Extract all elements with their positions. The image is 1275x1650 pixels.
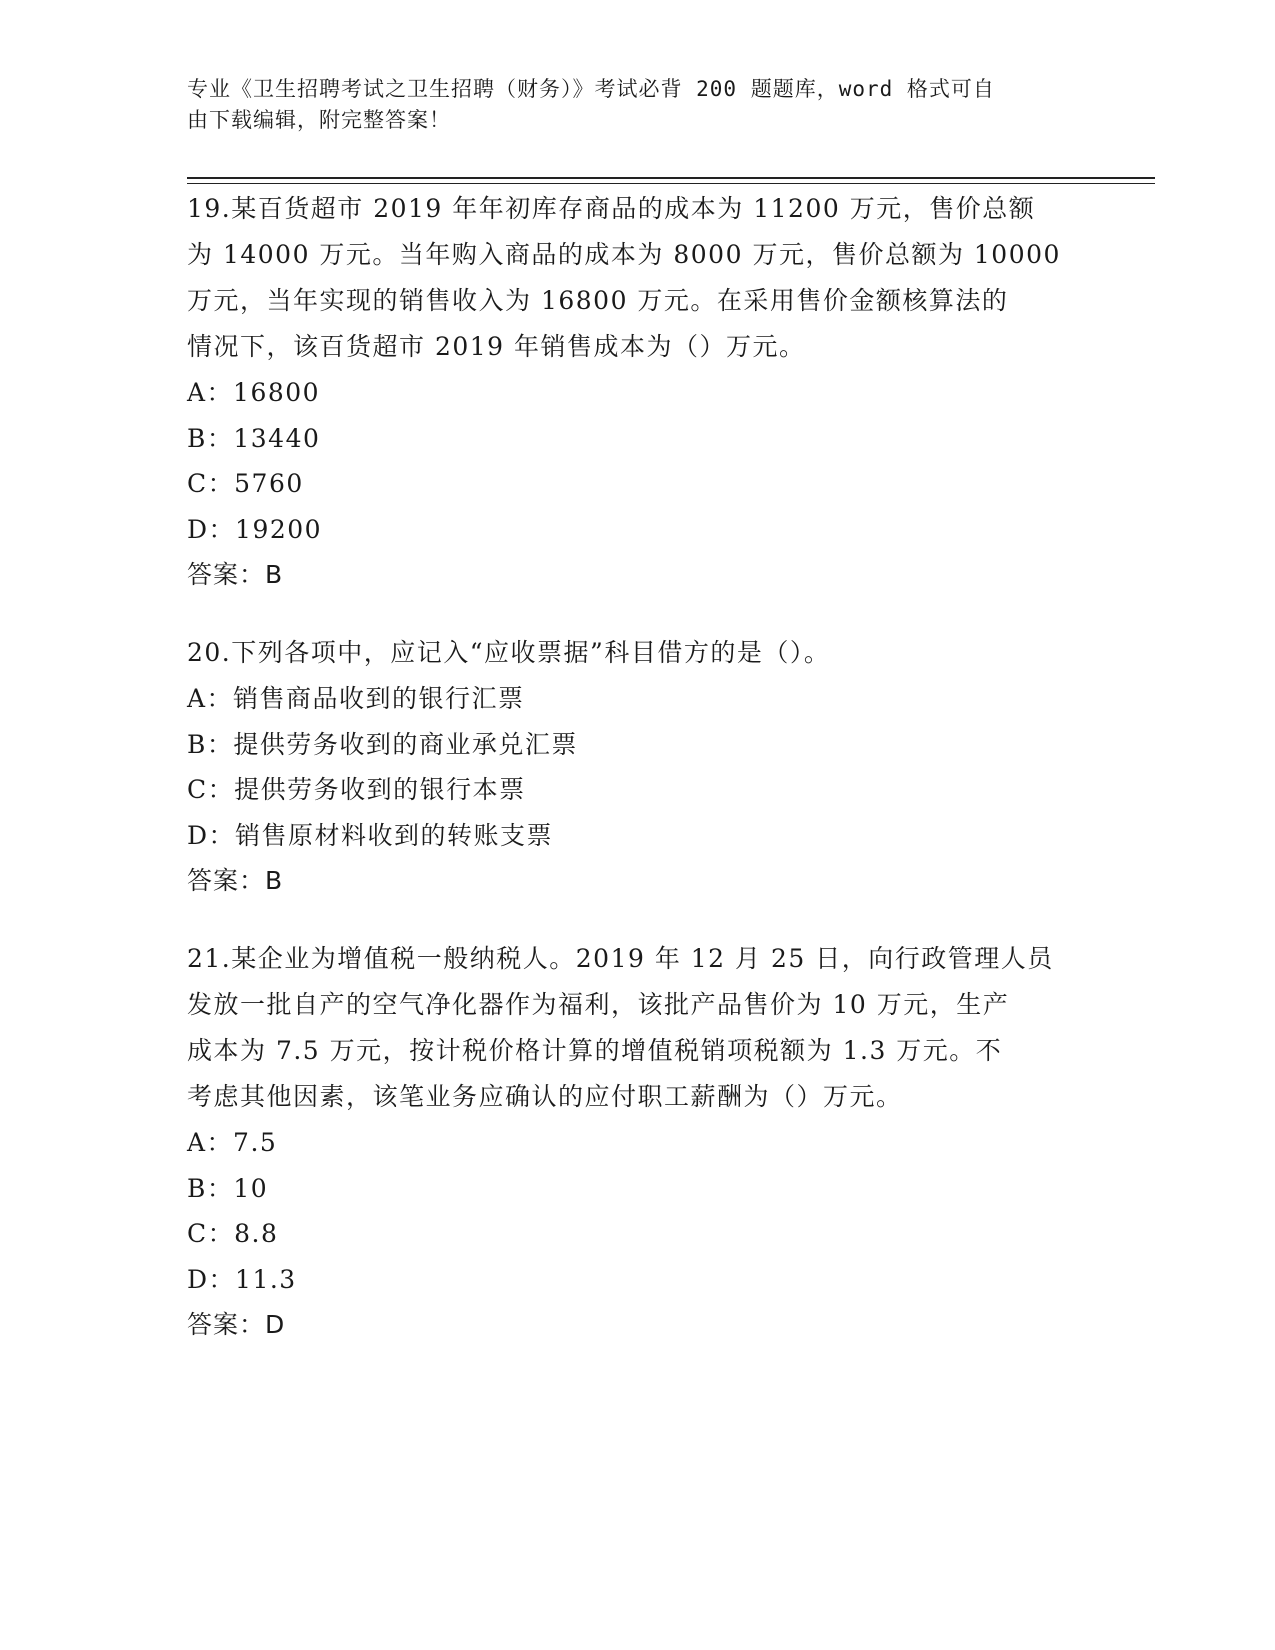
option-a: A：16800 [187,378,321,407]
stem-line: 为 14000 万元。当年购入商品的成本为 8000 万元，售价总额为 10000 [187,240,1061,269]
answer-line: 答案：D [187,1310,286,1339]
header-line: 专业《卫生招聘考试之卫生招聘（财务）》考试必背 200 题题库，word 格式可自 [187,77,995,101]
option-d: D：销售原材料收到的转账支票 [187,820,554,850]
question-19 [187,186,1087,598]
option-a: A：7.5 [187,1128,278,1157]
question-list [187,186,1087,1380]
answer-line: 答案：B [187,560,284,589]
option-d: D：19200 [187,514,323,544]
stem-line: 考虑其他因素，该笔业务应确认的应付职工薪酬为（）万元。 [187,1082,903,1111]
option-a: A：销售商品收到的银行汇票 [187,684,525,713]
stem-line: 21.某企业为增值税一般纳税人。2019 年 12 月 25 日，向行政管理人员 [187,944,1054,973]
header-divider-thick [187,177,1155,179]
option-b: B：10 [187,1173,269,1203]
question-stem [187,936,1087,1120]
stem-line: 情况下，该百货超市 2019 年销售成本为（）万元。 [187,332,806,361]
option-c: C：8.8 [187,1219,279,1248]
stem-line: 成本为 7.5 万元，按计税价格计算的增值税销项税额为 1.3 万元。不 [187,1036,1003,1065]
stem-line: 19.某百货超市 2019 年年初库存商品的成本为 11200 万元，售价总额 [187,194,1036,223]
answer-line: 答案：B [187,866,284,895]
option-d: D：11.3 [187,1264,297,1294]
stem-line: 20.下列各项中，应记入“应收票据”科目借方的是（）。 [187,638,831,667]
stem-line: 万元，当年实现的销售收入为 16800 万元。在采用售价金额核算法的 [187,286,1009,315]
question-20 [187,630,1087,904]
stem-line: 发放一批自产的空气净化器作为福利，该批产品售价为 10 万元，生产 [187,990,1010,1019]
option-c: C：5760 [187,469,304,498]
question-21 [187,936,1087,1348]
question-stem [187,630,1087,676]
option-b: B：提供劳务收到的商业承兑汇票 [187,729,578,759]
option-c: C：提供劳务收到的银行本票 [187,775,526,804]
header-line: 由下载编辑，附完整答案！ [187,108,451,132]
header-divider-thin [187,183,1155,184]
question-stem [187,186,1087,370]
document-header [187,74,1067,136]
option-b: B：13440 [187,423,321,453]
